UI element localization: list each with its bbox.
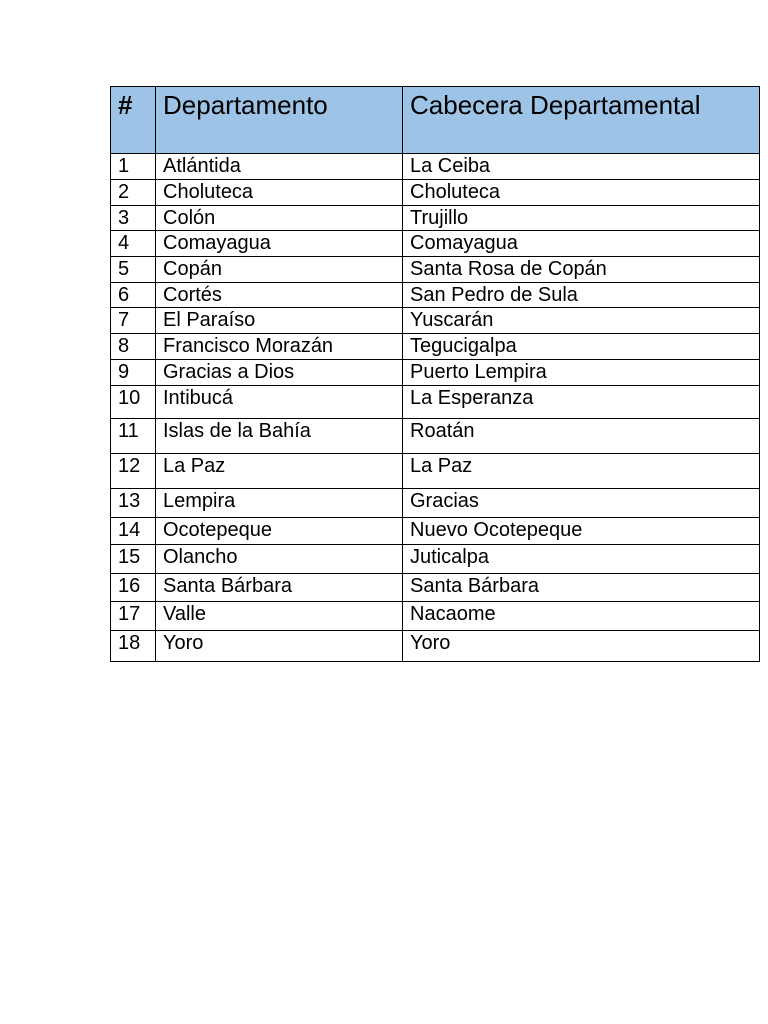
table-row <box>111 231 760 257</box>
cell-number: 4 <box>111 231 156 257</box>
cell-departamento: Valle <box>156 602 403 631</box>
cell-departamento: Copán <box>156 257 403 283</box>
cell-departamento: Choluteca <box>156 180 403 206</box>
header-departamento: Departamento <box>156 87 403 154</box>
table-row <box>111 489 760 518</box>
cell-cabecera: Choluteca <box>403 180 760 206</box>
departments-table <box>110 86 760 662</box>
table-row <box>111 206 760 231</box>
cell-departamento: Ocotepeque <box>156 518 403 545</box>
table-row <box>111 545 760 574</box>
cell-departamento: El Paraíso <box>156 308 403 334</box>
header-cabecera: Cabecera Departamental <box>403 87 760 154</box>
cell-number: 7 <box>111 308 156 334</box>
cell-departamento: Comayagua <box>156 231 403 257</box>
cell-number: 12 <box>111 454 156 489</box>
cell-cabecera: Trujillo <box>403 206 760 231</box>
cell-cabecera: La Ceiba <box>403 154 760 180</box>
table-row <box>111 308 760 334</box>
table-row <box>111 574 760 602</box>
table-row <box>111 257 760 283</box>
table-row <box>111 360 760 386</box>
cell-departamento: Atlántida <box>156 154 403 180</box>
header-row <box>111 87 760 154</box>
cell-number: 9 <box>111 360 156 386</box>
cell-cabecera: La Paz <box>403 454 760 489</box>
cell-cabecera: La Esperanza <box>403 386 760 419</box>
table-row <box>111 419 760 454</box>
table-row <box>111 602 760 631</box>
cell-departamento: Olancho <box>156 545 403 574</box>
table-row <box>111 334 760 360</box>
cell-departamento: Francisco Morazán <box>156 334 403 360</box>
cell-number: 8 <box>111 334 156 360</box>
cell-cabecera: Gracias <box>403 489 760 518</box>
table-row <box>111 518 760 545</box>
table-row <box>111 386 760 419</box>
cell-cabecera: Yuscarán <box>403 308 760 334</box>
cell-cabecera: Santa Rosa de Copán <box>403 257 760 283</box>
cell-cabecera: Nuevo Ocotepeque <box>403 518 760 545</box>
cell-cabecera: Roatán <box>403 419 760 454</box>
cell-departamento: Yoro <box>156 631 403 662</box>
table-row <box>111 154 760 180</box>
cell-number: 13 <box>111 489 156 518</box>
cell-cabecera: Santa Bárbara <box>403 574 760 602</box>
cell-number: 6 <box>111 283 156 308</box>
cell-cabecera: Yoro <box>403 631 760 662</box>
table-body <box>111 154 760 662</box>
cell-departamento: Colón <box>156 206 403 231</box>
cell-number: 3 <box>111 206 156 231</box>
cell-number: 16 <box>111 574 156 602</box>
cell-departamento: Gracias a Dios <box>156 360 403 386</box>
table-row <box>111 631 760 662</box>
cell-cabecera: Juticalpa <box>403 545 760 574</box>
cell-cabecera: San Pedro de Sula <box>403 283 760 308</box>
cell-departamento: Cortés <box>156 283 403 308</box>
cell-number: 17 <box>111 602 156 631</box>
cell-cabecera: Puerto Lempira <box>403 360 760 386</box>
cell-cabecera: Nacaome <box>403 602 760 631</box>
table-header <box>111 87 760 154</box>
cell-departamento: Islas de la Bahía <box>156 419 403 454</box>
cell-number: 2 <box>111 180 156 206</box>
cell-number: 5 <box>111 257 156 283</box>
cell-number: 1 <box>111 154 156 180</box>
header-number: # <box>111 87 156 154</box>
cell-departamento: Lempira <box>156 489 403 518</box>
table-row <box>111 283 760 308</box>
cell-number: 14 <box>111 518 156 545</box>
cell-number: 15 <box>111 545 156 574</box>
cell-number: 11 <box>111 419 156 454</box>
cell-number: 10 <box>111 386 156 419</box>
cell-departamento: La Paz <box>156 454 403 489</box>
cell-cabecera: Comayagua <box>403 231 760 257</box>
table-row <box>111 454 760 489</box>
cell-departamento: Intibucá <box>156 386 403 419</box>
table-row <box>111 180 760 206</box>
cell-number: 18 <box>111 631 156 662</box>
cell-cabecera: Tegucigalpa <box>403 334 760 360</box>
cell-departamento: Santa Bárbara <box>156 574 403 602</box>
